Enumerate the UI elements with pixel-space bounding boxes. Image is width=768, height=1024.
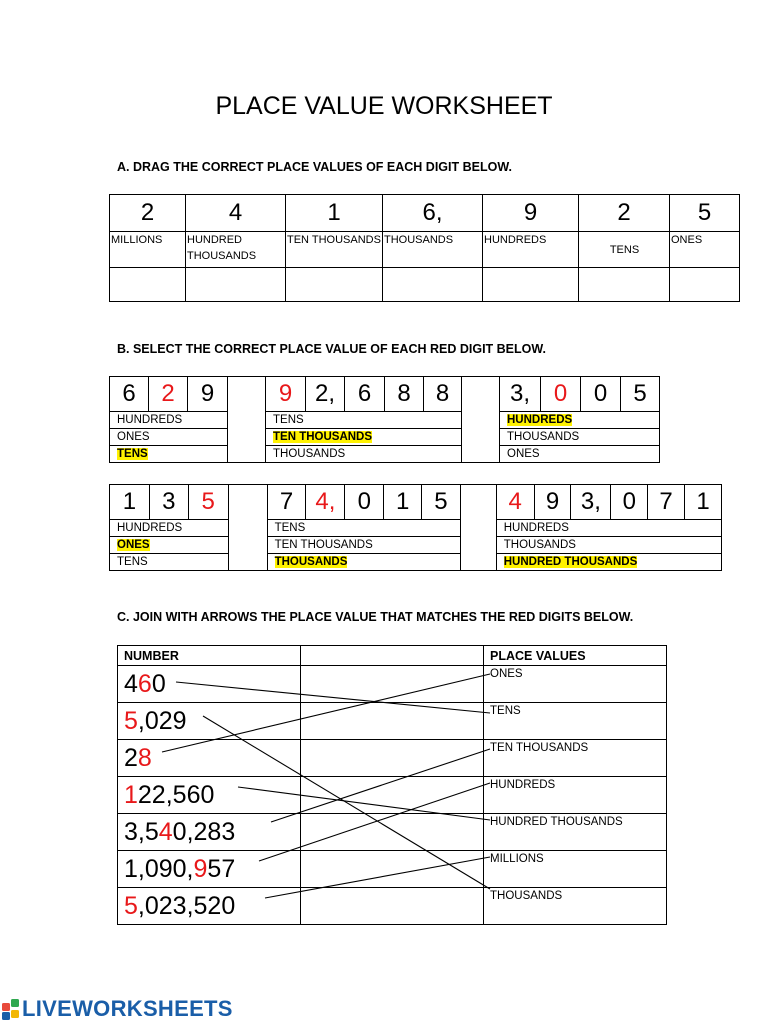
red-digit-cell: 4, xyxy=(306,485,345,520)
selected-option: HUNDREDS xyxy=(507,414,573,426)
blank-cell xyxy=(301,814,484,851)
option-thousands[interactable]: THOUSANDS xyxy=(266,446,462,463)
liveworksheets-logo xyxy=(0,994,233,1024)
digit-cell: 5 xyxy=(621,377,660,412)
place-value-item[interactable]: HUNDRED THOUSANDS xyxy=(484,814,667,851)
blank-cell xyxy=(301,740,484,777)
digit-cell: 7 xyxy=(648,485,685,520)
logo-icon xyxy=(0,997,22,1021)
digit-cell: 2, xyxy=(306,377,345,412)
digit-cell: 9 xyxy=(188,377,228,412)
draggable-label-tens[interactable]: TENS xyxy=(579,232,670,268)
digit-cell: 3, xyxy=(500,377,541,412)
drop-zone[interactable] xyxy=(383,268,483,302)
number-item[interactable]: 5,023,520 xyxy=(118,888,301,925)
option-tens[interactable] xyxy=(110,446,228,463)
draggable-label-ones[interactable]: ONES xyxy=(670,232,740,268)
red-digit-cell: 2 xyxy=(149,377,188,412)
digit-cell: 6 xyxy=(110,377,149,412)
selected-option: THOUSANDS xyxy=(274,556,348,568)
option-thousands[interactable]: THOUSANDS xyxy=(500,429,660,446)
digit-cell: 0 xyxy=(611,485,648,520)
option-tens[interactable]: TENS xyxy=(267,520,460,537)
drop-zone[interactable] xyxy=(670,268,740,302)
digit-cell: 3, xyxy=(571,485,611,520)
number-item[interactable]: 460 xyxy=(118,666,301,703)
spacer xyxy=(228,377,266,463)
section-a-instruction: A. DRAG THE CORRECT PLACE VALUES OF EACH DIGIT BELOW. xyxy=(117,160,512,174)
option-ten-thousands[interactable]: TEN THOUSANDS xyxy=(267,537,460,554)
number-item[interactable]: 28 xyxy=(118,740,301,777)
option-thousands[interactable] xyxy=(267,554,460,571)
digit-cell: 7 xyxy=(267,485,306,520)
number-item[interactable]: 122,560 xyxy=(118,777,301,814)
place-value-item[interactable]: TENS xyxy=(484,703,667,740)
option-tens[interactable]: TENS xyxy=(266,412,462,429)
place-value-item[interactable]: TEN THOUSANDS xyxy=(484,740,667,777)
place-value-item[interactable]: MILLIONS xyxy=(484,851,667,888)
digit-cell: 5 xyxy=(422,485,461,520)
blank-cell xyxy=(301,888,484,925)
section-b-instruction: B. SELECT THE CORRECT PLACE VALUE OF EACH RED DIGIT BELOW. xyxy=(117,342,546,356)
number-item[interactable]: 1,090,957 xyxy=(118,851,301,888)
digit-cell: 1 xyxy=(384,485,422,520)
digit-cell: 0 xyxy=(581,377,621,412)
digit-cell: 8 xyxy=(424,377,462,412)
option-hundreds[interactable]: HUNDREDS xyxy=(110,520,229,537)
option-thousands[interactable]: THOUSANDS xyxy=(496,537,721,554)
digit-cell: 2 xyxy=(110,195,186,232)
blank-cell xyxy=(301,703,484,740)
digit-cell: 9 xyxy=(483,195,579,232)
digit-cell: 6, xyxy=(383,195,483,232)
digit-cell: 1 xyxy=(286,195,383,232)
digit-cell: 1 xyxy=(684,485,721,520)
red-digit-cell: 0 xyxy=(541,377,581,412)
logo-text: LIVEWORKSHEETS xyxy=(22,996,233,1021)
drop-zone[interactable] xyxy=(579,268,670,302)
selected-option: HUNDRED THOUSANDS xyxy=(503,556,638,568)
red-digit-cell: 9 xyxy=(266,377,306,412)
spacer xyxy=(460,485,496,571)
page-title: PLACE VALUE WORKSHEET xyxy=(215,92,553,120)
place-value-item[interactable]: ONES xyxy=(484,666,667,703)
option-ones[interactable]: ONES xyxy=(110,429,228,446)
spacer xyxy=(228,485,267,571)
option-hundreds[interactable] xyxy=(500,412,660,429)
option-hundreds[interactable]: HUNDREDS xyxy=(110,412,228,429)
option-ten-thousands[interactable] xyxy=(266,429,462,446)
digit-cell: 1 xyxy=(110,485,150,520)
drop-zone[interactable] xyxy=(110,268,186,302)
blank-cell xyxy=(301,851,484,888)
digit-cell: 0 xyxy=(345,485,384,520)
option-ones[interactable] xyxy=(110,537,229,554)
drop-zone[interactable] xyxy=(186,268,286,302)
option-hundreds[interactable]: HUNDREDS xyxy=(496,520,721,537)
digit-cell: 2 xyxy=(579,195,670,232)
draggable-label-hundred-thousands[interactable]: HUNDRED THOUSANDS xyxy=(186,232,286,268)
number-item[interactable]: 3,540,283 xyxy=(118,814,301,851)
blank-cell xyxy=(301,666,484,703)
place-value-item[interactable]: THOUSANDS xyxy=(484,888,667,925)
digit-cell: 4 xyxy=(186,195,286,232)
option-ones[interactable]: ONES xyxy=(500,446,660,463)
digit-cell: 8 xyxy=(385,377,424,412)
column-header-place-values: PLACE VALUES xyxy=(484,646,667,666)
draggable-label-ten-thousands[interactable]: TEN THOUSANDS xyxy=(286,232,383,268)
section-c-table xyxy=(117,645,667,925)
section-b-row-2 xyxy=(109,484,722,571)
column-header-blank xyxy=(301,646,484,666)
draggable-label-millions[interactable]: MILLIONS xyxy=(110,232,186,268)
column-header-number: NUMBER xyxy=(118,646,301,666)
place-value-item[interactable]: HUNDREDS xyxy=(484,777,667,814)
section-a-table xyxy=(109,194,740,302)
blank-cell xyxy=(301,777,484,814)
section-c-instruction: C. JOIN WITH ARROWS THE PLACE VALUE THAT MATCHES THE RED DIGITS BELOW. xyxy=(117,610,634,624)
drop-zone[interactable] xyxy=(483,268,579,302)
number-item[interactable]: 5,029 xyxy=(118,703,301,740)
draggable-label-hundreds[interactable]: HUNDREDS xyxy=(483,232,579,268)
draggable-label-thousands[interactable]: THOUSANDS xyxy=(383,232,483,268)
red-digit-cell: 5 xyxy=(188,485,228,520)
red-digit-cell: 4 xyxy=(496,485,534,520)
digit-cell: 3 xyxy=(149,485,188,520)
drop-zone[interactable] xyxy=(286,268,383,302)
digit-cell: 9 xyxy=(534,485,571,520)
digit-cell: 5 xyxy=(670,195,740,232)
selected-option: TEN THOUSANDS xyxy=(273,431,373,443)
digit-cell: 6 xyxy=(345,377,385,412)
spacer xyxy=(462,377,500,463)
option-tens[interactable]: TENS xyxy=(110,554,229,571)
selected-option: TENS xyxy=(117,448,148,460)
option-hundred-thousands[interactable] xyxy=(496,554,721,571)
section-b-row-1 xyxy=(109,376,660,463)
selected-option: ONES xyxy=(117,539,150,551)
